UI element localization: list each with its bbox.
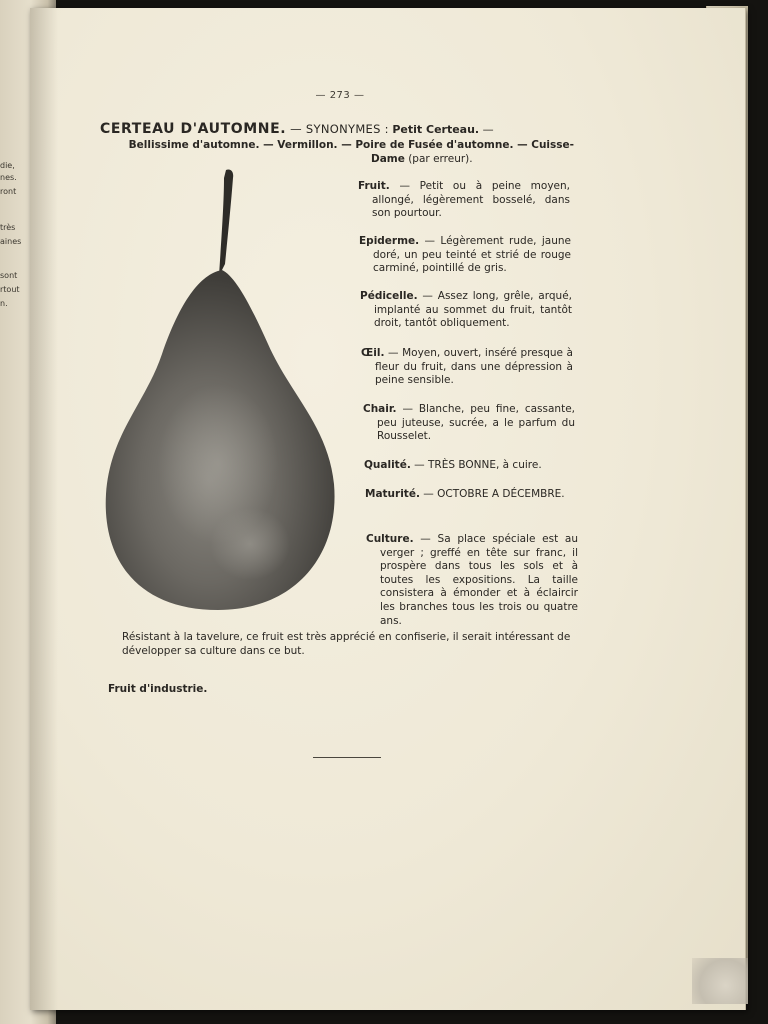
entry-label: Œil.	[361, 347, 385, 359]
corner-watermark	[692, 958, 748, 1004]
variety-title: CERTEAU D'AUTOMNE.	[100, 121, 287, 137]
synonym-note: (par erreur).	[404, 153, 473, 165]
facing-page-fragment: très	[0, 223, 16, 232]
pear-stem	[219, 169, 233, 276]
gutter-shadow	[30, 8, 58, 1010]
entry-text: — OCTOBRE A DÉCEMBRE.	[419, 488, 565, 500]
pear-illustration	[100, 164, 340, 614]
synonyms-label: — SYNONYMES :	[286, 122, 389, 136]
facing-page-fragment: die,	[0, 161, 15, 170]
entry-label: Fruit.	[358, 180, 390, 192]
description-epiderme	[359, 235, 571, 276]
facing-page-fragment: ront	[0, 187, 17, 196]
description-maturite	[365, 488, 577, 502]
description-oeil	[361, 347, 573, 388]
entry-text: — Blanche, peu fine, cassante, peu juteuse, sucrée, a le parfum du Rousselet.	[377, 403, 575, 443]
entry-heading	[100, 122, 580, 137]
entry-label: Pédicelle.	[360, 290, 418, 302]
end-rule	[313, 757, 381, 758]
description-qualite	[364, 459, 576, 473]
entry-label: Chair.	[363, 403, 397, 415]
entry-text: — Moyen, ouvert, inséré presque à fleur du fruit, dans une dépression à peine sensible.	[375, 347, 573, 387]
facing-page-fragment: sont	[0, 271, 18, 280]
description-fruit	[358, 180, 570, 221]
usage-note: Fruit d'industrie.	[108, 683, 208, 695]
facing-page-fragment: nes.	[0, 173, 17, 182]
description-chair	[363, 403, 575, 444]
synonyms-end	[371, 153, 473, 166]
facing-page-fragment: rtout	[0, 285, 20, 294]
entry-text: — Légèrement rude, jaune doré, un peu teinté et strié de rouge carminé, pointillé de gris.	[373, 235, 571, 275]
entry-label: Culture.	[366, 533, 414, 545]
entry-label: Epiderme.	[359, 235, 420, 247]
entry-text: — Assez long, grêle, arqué, implanté au sommet du fruit, tantôt droit, tantôt obliquement.	[374, 290, 572, 330]
entry-text: — TRÈS BONNE, à cuire.	[410, 459, 542, 471]
closing-paragraph	[108, 630, 578, 658]
separator: —	[479, 123, 494, 136]
entry-text: — Petit ou à peine moyen, allongé, légèrement bosselé, dans son pourtour.	[372, 180, 570, 220]
facing-page-fragment: n.	[0, 299, 8, 308]
synonym: Petit Certeau.	[392, 123, 480, 136]
entry-label: Maturité.	[365, 488, 420, 500]
entry-label: Qualité.	[364, 459, 411, 471]
synonym: Dame	[371, 153, 405, 165]
closing-text: Résistant à la tavelure, ce fruit est très apprécié en confiserie, il serait intéressant de développer sa culture dans ce but.	[122, 631, 571, 657]
description-culture	[366, 533, 578, 628]
page-number: — 273 —	[315, 90, 365, 101]
description-pedicelle	[360, 290, 572, 331]
synonyms-list: Bellissime d'automne. — Vermillon. — Poire de Fusée d'automne. — Cuisse-	[128, 139, 574, 151]
facing-page-fragment: aines	[0, 237, 22, 246]
entry-text: — Sa place spéciale est au verger ; greffé en tête sur franc, il prospère dans tous les sols et à toutes les expositions. La taille consistera à émonder et à éclaircir les branches tous les trois ou quatre ans.	[380, 533, 578, 627]
